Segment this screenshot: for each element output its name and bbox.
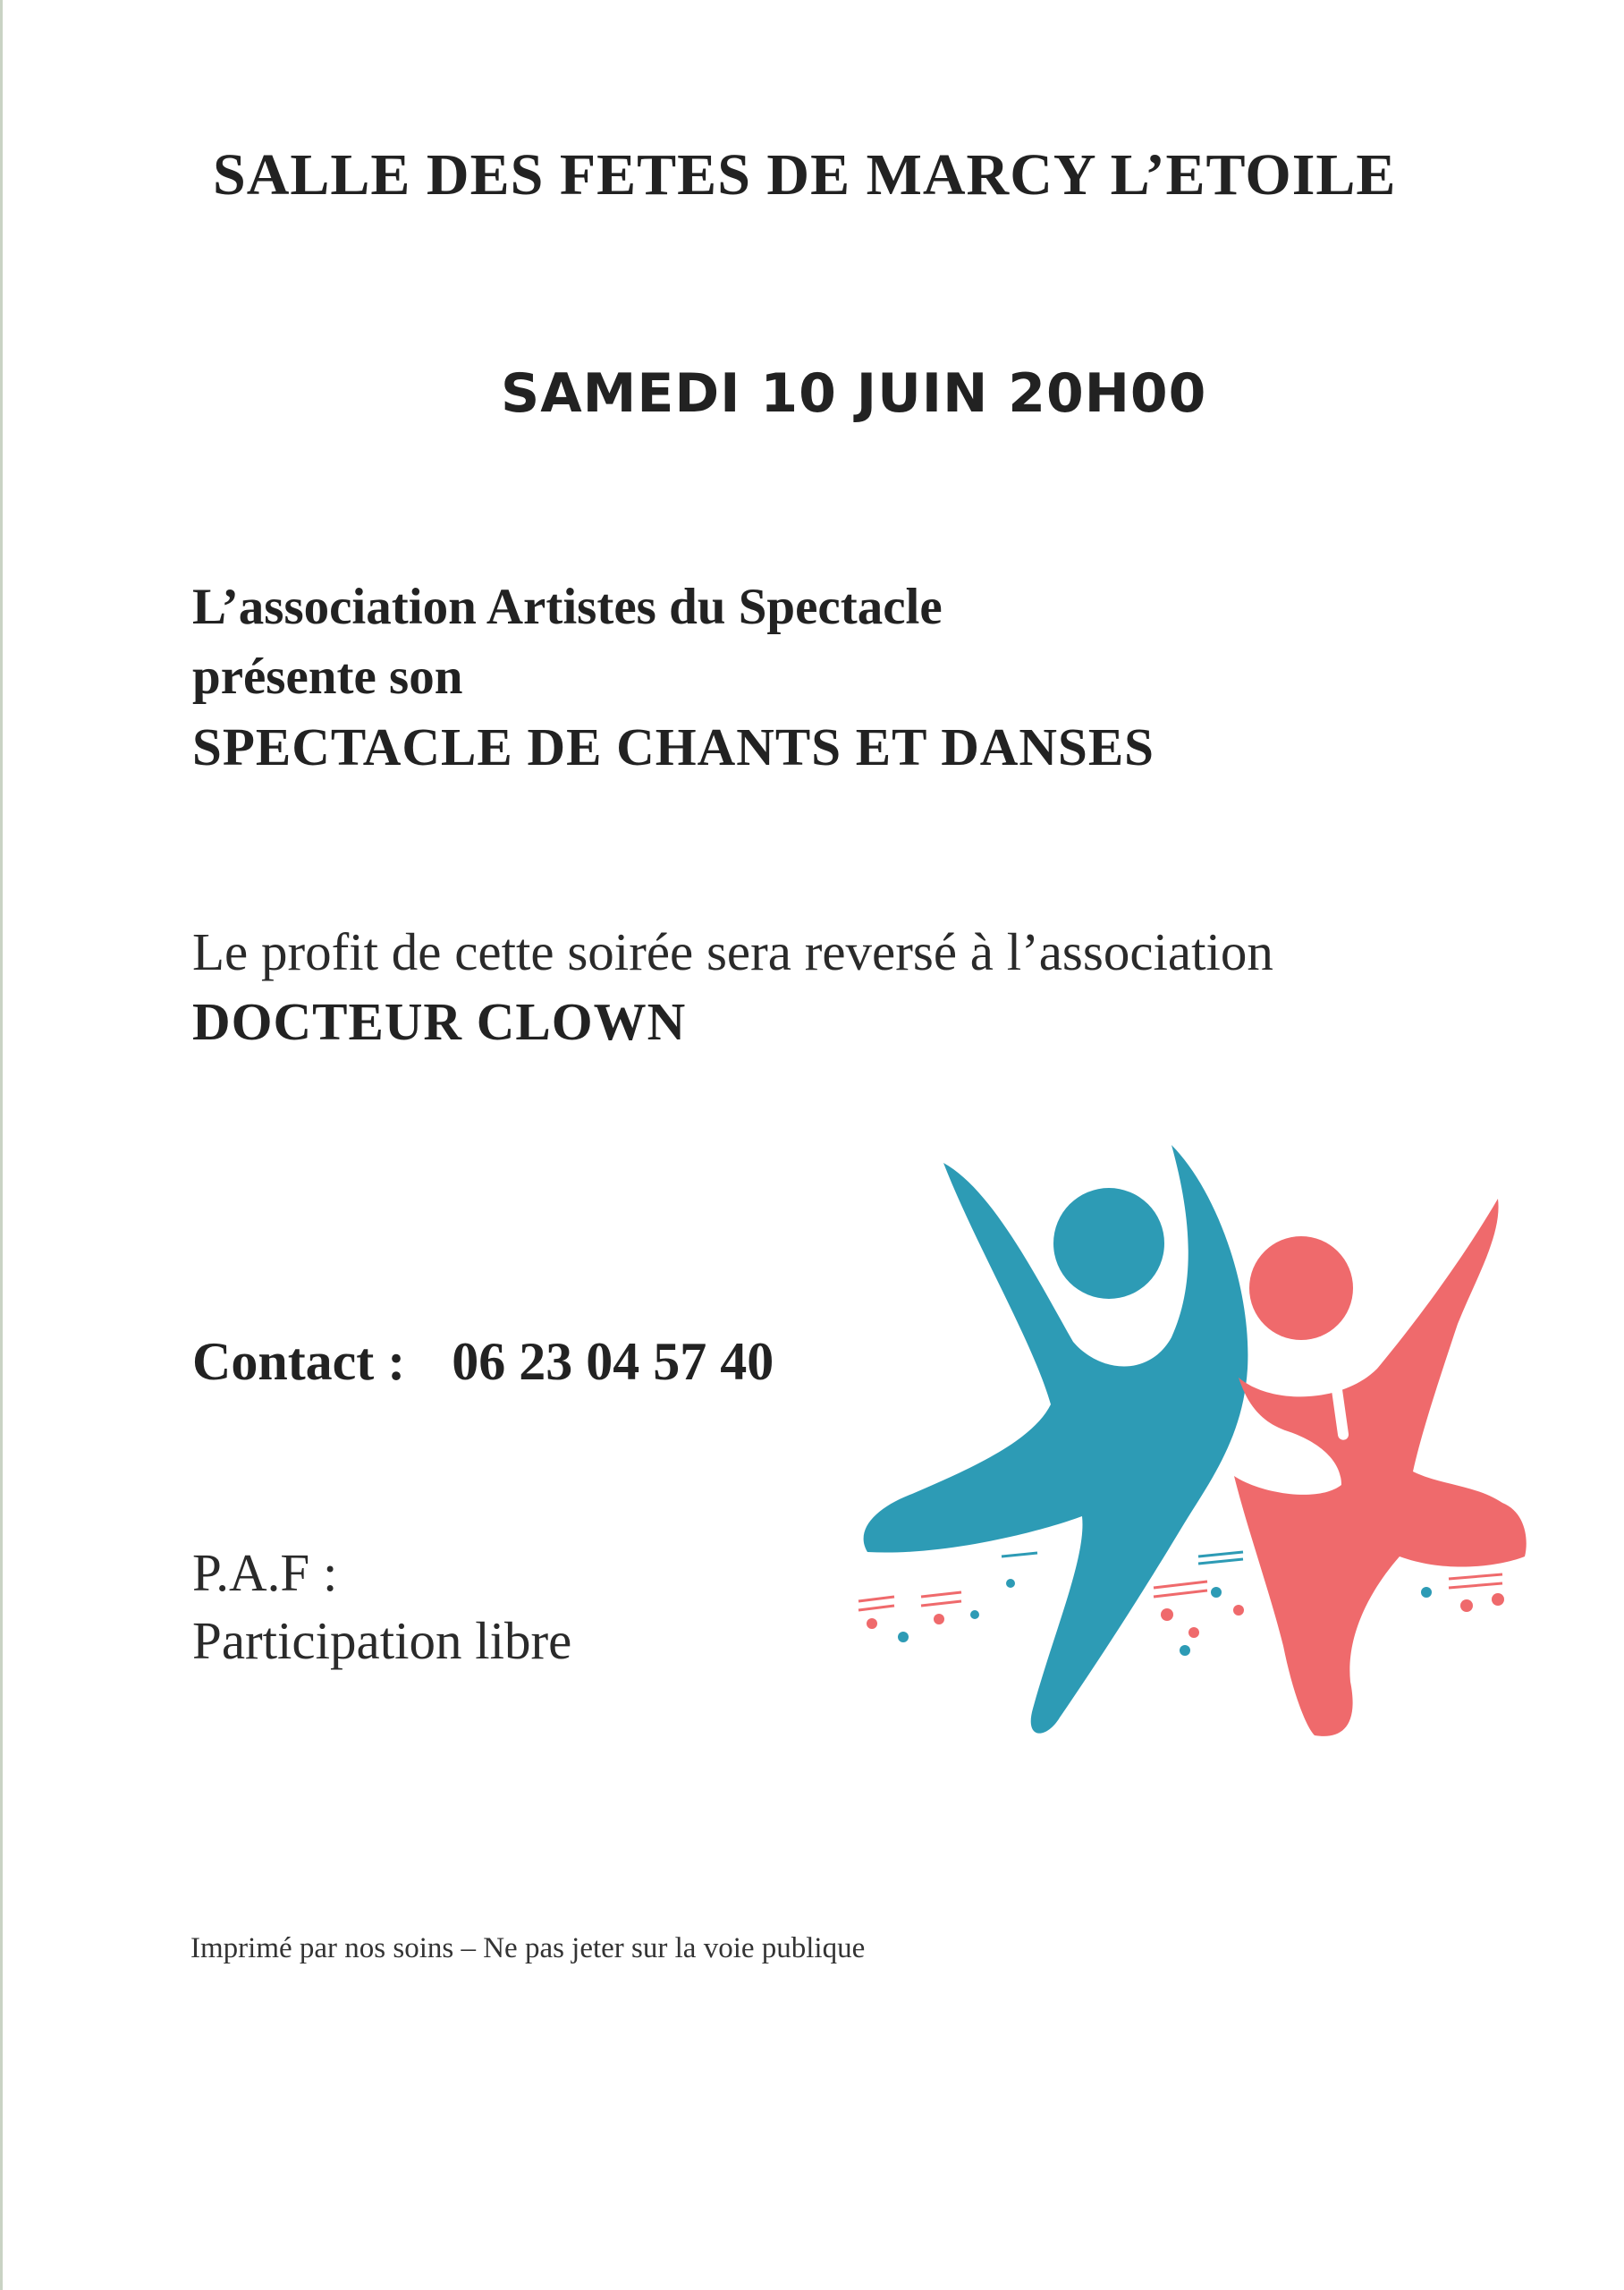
intro-presents-line: présente son <box>192 649 463 705</box>
charity-name: DOCTEUR CLOWN <box>192 992 687 1051</box>
intro-association-line: L’association Artistes du Spectacle <box>192 579 943 635</box>
profit-line: Le profit de cette soirée sera reversé à l’association <box>192 922 1273 981</box>
beneficiary-block <box>192 917 1273 1056</box>
paf-value: Participation libre <box>192 1611 572 1670</box>
dancing-singers-logo <box>841 1109 1538 1762</box>
show-title: SPECTACLE DE CHANTS ET DANSES <box>192 717 1155 776</box>
intro-block <box>192 572 1155 782</box>
paf-label: P.A.F : <box>192 1543 338 1602</box>
music-notes-icon <box>859 1552 1504 1656</box>
red-dancer-figure <box>1234 1199 1527 1736</box>
event-date-time: SAMEDI 10 JUIN 20H00 <box>501 362 1207 425</box>
venue-title: SALLE DES FETES DE MARCY L’ETOILE <box>213 142 1397 208</box>
blue-dancer-figure <box>864 1145 1248 1734</box>
paf-block <box>192 1539 571 1675</box>
footer-note: Imprimé par nos soins – Ne pas jeter sur la voie publique <box>190 1932 866 1964</box>
contact-line <box>192 1331 774 1393</box>
contact-phone: 06 23 04 57 40 <box>452 1332 774 1391</box>
contact-label: Contact : <box>192 1332 406 1391</box>
page-edge <box>0 0 3 2290</box>
